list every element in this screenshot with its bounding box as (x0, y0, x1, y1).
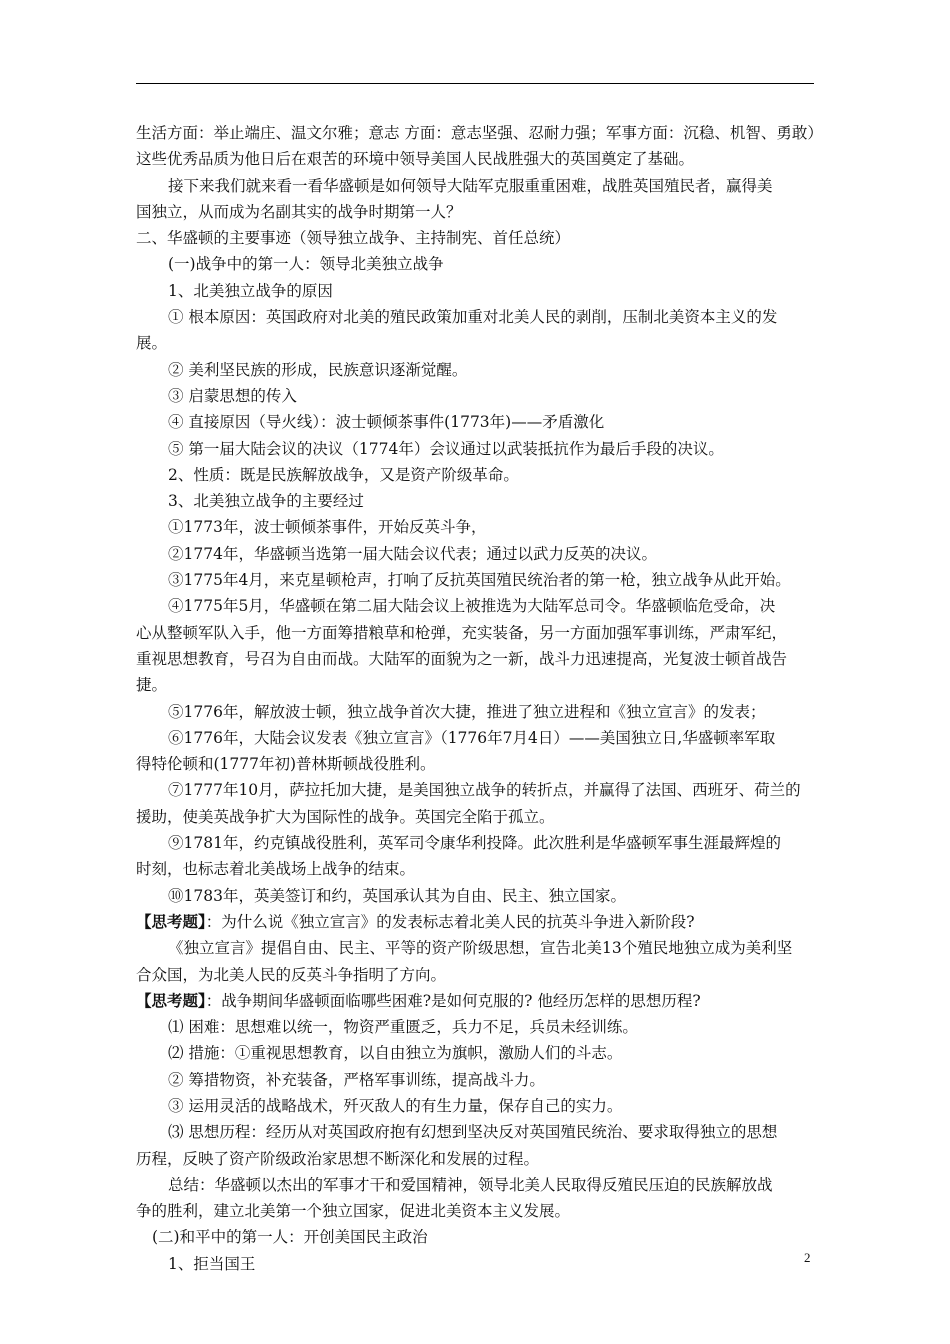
text-line: ⑦1777年10月，萨拉托加大捷，是美国独立战争的转折点，并赢得了法国、西班牙、荷兰的 (168, 781, 801, 800)
text-line: ⑤1776年，解放波士顿，独立战争首次大捷，推进了独立进程和《独立宣言》的发表； (168, 702, 766, 721)
text-line: 这些优秀品质为他日后在艰苦的环境中领导美国人民战胜强大的英国奠定了基础。 (136, 150, 695, 169)
text-line: (一)战争中的第一人：领导北美独立战争 (168, 255, 444, 274)
question-label: 【思考题】 (136, 990, 206, 1010)
document-body (136, 120, 823, 1277)
text-line: 接下来我们就来看一看华盛顿是如何领导大陆军克服重重困难，战胜英国殖民者，赢得美 (168, 176, 773, 195)
question-text: ：战争期间华盛顿面临哪些困难?是如何克服的? 他经历怎样的思想历程? (205, 991, 701, 1010)
text-line: ② 美利坚民族的形成，民族意识逐渐觉醒。 (168, 360, 468, 379)
text-line: ⑩1783年，英美签订和约，英国承认其为自由、民主、独立国家。 (168, 886, 626, 905)
text-line: ⑶ 思想历程：经历从对英国政府抱有幻想到坚决反对英国殖民统治、要求取得独立的思想 (168, 1123, 778, 1142)
text-line: ⑵ 措施：①重视思想教育，以自由独立为旗帜，激励人们的斗志。 (168, 1044, 623, 1063)
text-line: 合众国，为北美人民的反英斗争指明了方向。 (136, 965, 447, 984)
text-line: ②1774年，华盛顿当选第一届大陆会议代表；通过以武力反英的决议。 (168, 544, 657, 563)
text-line: ① 根本原因：英国政府对北美的殖民政策加重对北美人民的剥削，压制北美资本主义的发 (168, 308, 778, 327)
text-line: 争的胜利，建立北美第一个独立国家，促进北美资本主义发展。 (136, 1202, 571, 1221)
text-line: ⑨1781年，约克镇战役胜利，英军司令康华利投降。此次胜利是华盛顿军事生涯最辉煌的 (168, 834, 781, 853)
text-line: 捷。 (136, 676, 168, 695)
text-line: ③1775年4月，来克星顿枪声，打响了反抗英国殖民统治者的第一枪，独立战争从此开始。 (168, 571, 791, 590)
text-line: 援助，使美英战争扩大为国际性的战争。英国完全陷于孤立。 (136, 807, 555, 826)
header-rule (136, 83, 814, 84)
text-line: ⑥1776年，大陆会议发表《独立宣言》（1776年7月4日）——美国独立日,华盛顿率军取 (168, 728, 776, 747)
text-line: 3、北美独立战争的主要经过 (168, 492, 364, 511)
text-line: 1、拒当国王 (168, 1254, 256, 1273)
text-line: ⑴ 困难：思想难以统一，物资严重匮乏，兵力不足，兵员未经训练。 (168, 1018, 638, 1037)
text-line: ③ 启蒙思想的传入 (168, 386, 297, 405)
text-line: (二)和平中的第一人：开创美国民主政治 (152, 1228, 428, 1247)
text-line: 心从整顿军队入手，他一方面筹措粮草和枪弹，充实装备，另一方面加强军事训练，严肃军纪， (136, 623, 788, 642)
text-line: ③ 运用灵活的战略战术，歼灭敌人的有生力量，保存自己的实力。 (168, 1096, 623, 1115)
text-line: 时刻，也标志着北美战场上战争的结束。 (136, 860, 416, 879)
text-line: ①1773年，波士顿倾茶事件，开始反英斗争， (168, 518, 487, 537)
text-line: 展。 (136, 334, 168, 353)
text-line: 历程，反映了资产阶级政治家思想不断深化和发展的过程。 (136, 1149, 540, 1168)
text-line: 《独立宣言》提倡自由、民主、平等的资产阶级思想，宣告北美13个殖民地独立成为美利坚 (168, 939, 793, 958)
text-line: ④ 直接原因（导火线）：波士顿倾茶事件(1773年)——矛盾激化 (168, 413, 605, 432)
text-line (136, 988, 818, 1014)
question-text: ：为什么说《独立宣言》的发表标志着北美人民的抗英斗争进入新阶段? (205, 912, 695, 931)
text-line: 1、北美独立战争的原因 (168, 281, 333, 300)
question-label: 【思考题】 (136, 911, 206, 931)
text-line: ⑤ 第一届大陆会议的决议（1774年）会议通过以武装抵抗作为最后手段的决议。 (168, 439, 724, 458)
text-line (136, 909, 818, 935)
text-line: 二、华盛顿的主要事迹（领导独立战争、主持制宪、首任总统） (136, 229, 571, 248)
text-line: 生活方面：举止端庄、温文尔雅；意志 方面：意志坚强、忍耐力强；军事方面：沉稳、机智、勇敢） (136, 124, 823, 142)
text-line: 重视思想教育，号召为自由而战。大陆军的面貌为之一新，战斗力迅速提高，光复波士顿首战告 (136, 649, 788, 668)
text-line: 得特伦顿和(1777年初)普林斯顿战役胜利。 (136, 755, 436, 774)
text-line: 国独立，从而成为名副其实的战争时期第一人？ (136, 202, 462, 221)
text-line: ④1775年5月，华盛顿在第二届大陆会议上被推选为大陆军总司令。华盛顿临危受命，决 (168, 597, 776, 616)
text-line: 2、性质：既是民族解放战争，又是资产阶级革命。 (168, 465, 519, 484)
text-line: 总结：华盛顿以杰出的军事才干和爱国精神，领导北美人民取得反殖民压迫的民族解放战 (168, 1175, 773, 1194)
page-number: 2 (804, 1250, 811, 1265)
text-line: ② 筹措物资，补充装备，严格军事训练，提高战斗力。 (168, 1070, 545, 1089)
